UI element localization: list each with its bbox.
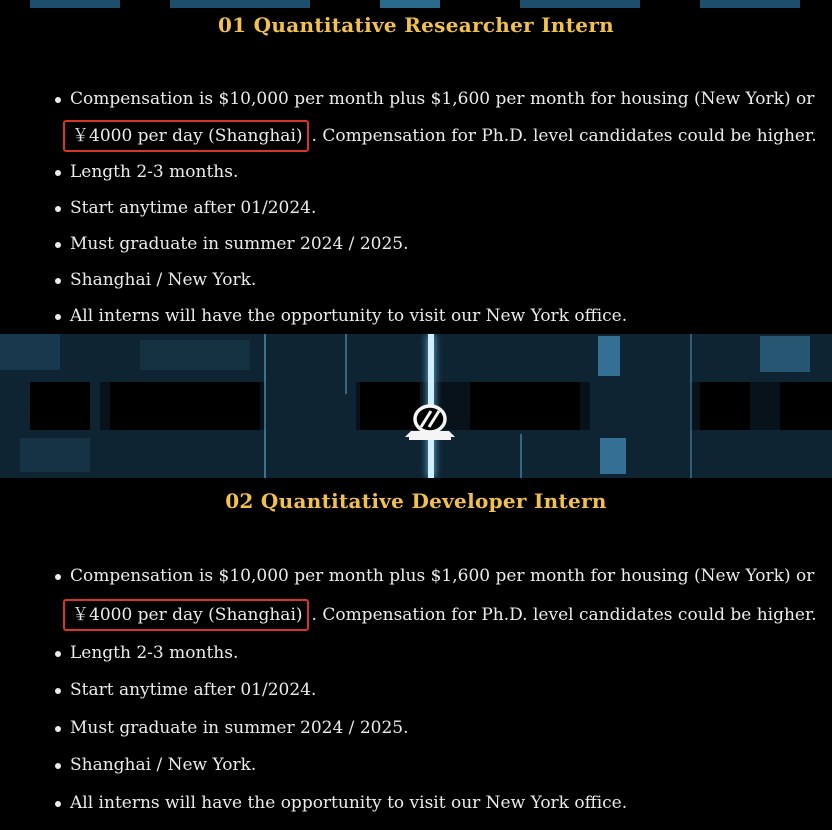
job-title: 02 Quantitative Developer Intern — [225, 489, 607, 513]
company-logo-icon — [397, 401, 463, 445]
compensation-line-2 — [63, 126, 820, 147]
list-item-start: Start anytime after 01/2024. — [0, 680, 820, 701]
compensation-phd-note: . Compensation for Ph.D. level candidates could be higher. — [311, 126, 817, 146]
list-item-length: Length 2-3 months. — [0, 643, 820, 664]
highlighted-shanghai-rate: ￥4000 per day (Shanghai) — [63, 120, 309, 152]
job-title: 01 Quantitative Researcher Intern — [217, 13, 615, 37]
job-details-list — [0, 566, 820, 830]
compensation-text: Compensation is $10,000 per month plus $1,600 per month for housing (New York) or — [70, 566, 815, 586]
list-item-location: Shanghai / New York. — [0, 755, 820, 776]
list-item-compensation — [0, 566, 820, 626]
job-details-list — [0, 89, 820, 342]
list-item-graduate: Must graduate in summer 2024 / 2025. — [0, 234, 820, 255]
list-item-visit: All interns will have the opportunity to visit our New York office. — [0, 793, 820, 814]
list-item-visit: All interns will have the opportunity to visit our New York office. — [0, 306, 820, 327]
list-item-location: Shanghai / New York. — [0, 270, 820, 291]
list-item-start: Start anytime after 01/2024. — [0, 198, 820, 219]
compensation-line-2 — [63, 605, 820, 626]
compensation-text: Compensation is $10,000 per month plus $1,600 per month for housing (New York) or — [70, 89, 815, 109]
compensation-phd-note: . Compensation for Ph.D. level candidates could be higher. — [311, 605, 817, 625]
list-item-graduate: Must graduate in summer 2024 / 2025. — [0, 718, 820, 739]
list-item-compensation — [0, 89, 820, 147]
job-section-developer — [0, 478, 832, 816]
list-item-length: Length 2-3 months. — [0, 162, 820, 183]
highlighted-shanghai-rate: ￥4000 per day (Shanghai) — [63, 599, 309, 631]
job-section-researcher — [0, 0, 832, 334]
decorative-banner — [0, 334, 832, 478]
